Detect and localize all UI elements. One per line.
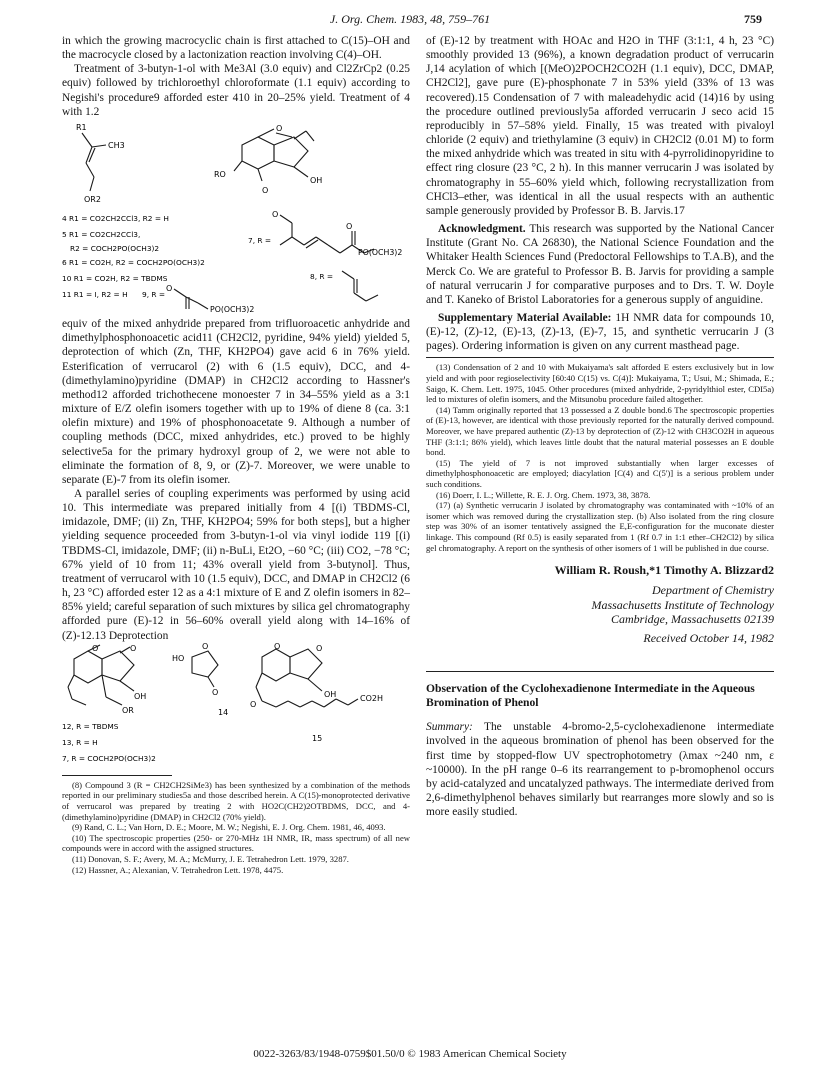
ho14-label: HO bbox=[172, 653, 185, 663]
o15c-label: O bbox=[250, 699, 257, 709]
summary-text: The unstable 4-bromo-2,5-cyclohexadienone intermediate involved in the aqueous bromination of phenol has been observed for the first time by stopped-flow UV spectrophotometry (λmax ~240 nm, ε ~10000). In the pH range 0–6 its rearrangement to p-bromophenol occurs by acid-catalyzed and uncatalyzed pathways. The intermediate derived from 2,6-dimethylphenol behaves similarly but rearranges more slowly and so is more easily studied. bbox=[426, 721, 774, 819]
footnote-14: (14) Tamm originally reported that 13 possessed a Z double bond.6 The spectroscopic properties of (E)-13, however, are identical with those previously reported for the naturally derived compound. Moreover, we have prepared authentic (Z)-13 by deprotection of (Z)-12 with CH3CO2H in aqueous THF (3:1:1; 86% yield), which leaves little doubt that the natural material possesses an E double bond. bbox=[426, 404, 774, 458]
entry-11: 11 R1 = I, R2 = H bbox=[62, 289, 128, 299]
r9-label: 9, R = bbox=[142, 289, 166, 299]
o9-label: O bbox=[166, 283, 173, 293]
o-ring-label: O bbox=[262, 185, 269, 195]
supplementary-material bbox=[426, 311, 774, 353]
footnote-13: (13) Condensation of 2 and 10 with Mukaiyama's salt afforded E esters exclusively but in low yield and with poor regioselectivity [60:40 C(15) vs. C(4)]: Mukaiyama, T.; Usui, M.; Shimada, E.; Saigo, K. Chem. Lett. 1975, 1045. Other procedures (mixed anhydride, 2-pyridylthiol ester, CDI5a) led to mixtures of olefin isomers, and the Mitsunobu procedure failed altogether. bbox=[426, 362, 774, 405]
entry-5b: R2 = COCH2PO(OCH3)2 bbox=[70, 243, 160, 253]
left-column bbox=[62, 34, 410, 875]
footnote-divider bbox=[426, 357, 774, 358]
r1-label: R1 bbox=[76, 122, 87, 132]
o14b-label: O bbox=[212, 687, 219, 697]
entry-10: 10 R1 = CO2H, R2 = TBDMS bbox=[62, 273, 168, 283]
paragraph: in which the growing macrocyclic chain is first attached to C(15)–OH and the macrocycle closed by a lactonization reaction involving C(4)–OH. bbox=[62, 35, 410, 62]
department: Department of Chemistry bbox=[652, 583, 774, 598]
summary-label: Summary: bbox=[426, 721, 473, 734]
oh-a-label: OH bbox=[134, 691, 147, 701]
paragraph: of (E)-12 by treatment with HOAc and H2O in THF (3:1:1, 4 h, 23 °C) smoothly provided 13 (96%), a known degradation product of verrucarin J,14 acylation of which [(MeO)2POCH2CO2H (1.1 equiv), DCC, DMAP, CH2Cl2], gave pure (E)-phosphonate 7 in 53% yield (33% of 13 was recovered).15 Condensation of 7 with maleadehydic acid (14)16 by using the procedure outlined previously5a afforded verrucarin J seco acid 15 reproducibly in 57–58% yield. Finally, 15 was treated with pivaloyl chloride (2 equiv) and triethylamine (3 equiv) in CH2Cl2 (0.01 M) to form the mixed anhydride which was treated in situ with 4-pyrrolidinopyridine to effect ring closure (23 °C, 2 h). In this manner verrucarin J was isolated by chromatography in 55–60% yield which, following recrystallization from CHCl3–ether, was identical in all the usual respects with an authentic sample generously provided by Professor B. B. Jarvis.17 bbox=[426, 35, 774, 217]
footnote-9: (9) Rand, C. L.; Van Horn, D. E.; Moore, M. W.; Negishi, E. J. Org. Chem. 1981, 46, 4093. bbox=[72, 822, 386, 833]
entry-7: 7, R = COCH2PO(OCH3)2 bbox=[62, 753, 156, 763]
footnote-16: (16) Doerr, I. L.; Willette, R. E. J. Org. Chem. 1973, 38, 3878. bbox=[436, 489, 651, 500]
ro-label: RO bbox=[214, 169, 226, 179]
ch3-label: CH3 bbox=[108, 140, 125, 150]
city: Cambridge, Massachusetts 02139 bbox=[611, 612, 774, 627]
or-a-label: OR bbox=[122, 705, 134, 715]
right-column bbox=[426, 34, 774, 819]
article-divider bbox=[426, 671, 774, 672]
footnote-15: (15) The yield of 7 is not improved substantially when larger excesses of dimethylphosphonoacetic are employed; diacylation [C(4) and C(5')] is a serious problem under such conditions. bbox=[426, 457, 774, 489]
received-date: Received October 14, 1982 bbox=[643, 630, 774, 645]
r8-label: 8, R = bbox=[310, 271, 334, 281]
paragraph: A parallel series of coupling experiments was performed by using acid 10. This intermediate was prepared initially from 4 [(i) TBDMS-Cl, imidazole, DMF; (ii) Zn, THF, KH2PO4; 59% for both steps], but a higher yielding sequence proceeded from 3-butyn-1-ol via vinyl iodide 119 [(i) TBDMS-Cl, imidazole, DMF; (ii) n-BuLi, Et2O, −60 °C; (iii) CO2, −78 °C; 67% yield of 10 from 11; 43% overall yield from 3-butynol]. Thus, treatment of verrucarol with 10 (1.5 equiv), DCC, and DMAP in CH2Cl2 (6 h, 23 °C) afforded ester 12 as a 4:1 mixture of E and Z olefin isomers in 82–85% yield; careful separation of such mixtures by silica gel chromatography afforded pure (E)-12 in 56–60% overall yield along with 14–16% of (Z)-12.13 Deprotection bbox=[62, 487, 410, 642]
oh15-label: OH bbox=[324, 689, 337, 699]
supp-text: 1H NMR data for compounds 10, (E)-12, (Z)-12, (E)-13, (Z)-13, (E)-7, 15, and synthetic verrucarin J (3 pages). Ordering information is given on any current masthead page. bbox=[426, 311, 774, 353]
footnote-11: (11) Donovan, S. F.; Avery, M. A.; McMurry, J. E. Tetrahedron Lett. 1979, 3287. bbox=[72, 854, 349, 864]
footnotes-left bbox=[62, 780, 410, 875]
r7-label: 7, R = bbox=[248, 235, 272, 245]
page-footer: 0022-3263/83/1948-0759$01.50/0 © 1983 American Chemical Society bbox=[253, 1048, 567, 1060]
footnote-10: (10) The spectroscopic properties (250- or 270-MHz 1H NMR, IR, mass spectrum) of all new compounds were in accord with the assigned structures. bbox=[62, 832, 410, 854]
label-14: 14 bbox=[218, 707, 229, 717]
po9-label: PO(OCH3)2 bbox=[210, 304, 255, 313]
o-a-label: O bbox=[92, 643, 99, 653]
footnote-divider bbox=[62, 775, 172, 776]
paragraph: Treatment of 3-butyn-1-ol with Me3Al (3.0 equiv) and Cl2ZrCp2 (0.25 equiv) followed by trichloroethyl chloroformate (1.1 equiv) according to Negishi's procedure9 afforded ester 410 in 20–25% yield. Treatment of 4 with 1.2 bbox=[62, 63, 410, 118]
o7b-label: O bbox=[346, 221, 353, 231]
page-number: 759 bbox=[744, 12, 762, 26]
o15a-label: O bbox=[274, 642, 281, 651]
co2h-label: CO2H bbox=[360, 693, 383, 703]
journal-citation: J. Org. Chem. 1983, 48, 759–761 bbox=[329, 12, 491, 26]
author-list: William R. Roush,*1 Timothy A. Blizzard2 bbox=[554, 563, 774, 578]
label-15: 15 bbox=[312, 733, 323, 743]
entry-5a: 5 R1 = CO2CH2CCl3, bbox=[62, 229, 141, 239]
o15b-label: O bbox=[316, 643, 323, 653]
o-ring-label-2: O bbox=[276, 123, 283, 133]
o7-label: O bbox=[272, 209, 279, 219]
o-b-label: O bbox=[130, 643, 137, 653]
po7-label: PO(OCH3)2 bbox=[358, 247, 403, 257]
ack-label: Acknowledgment. bbox=[438, 223, 526, 236]
entry-12: 12, R = TBDMS bbox=[62, 721, 119, 731]
institution: Massachusetts Institute of Technology bbox=[591, 597, 774, 612]
scheme-compounds-12-15 bbox=[62, 643, 410, 767]
summary bbox=[426, 720, 774, 819]
footnote-17: (17) (a) Synthetic verrucarin J isolated by chromatography was contaminated with ~10% of an isomer which was removed during the crystallization step. (b) Also isolated from the ring closure step was 30% of an isomer tentatively assigned the E,E-configuration for the muconate diester linkage. This compound (Rf 0.5) is easily separated from 1 (Rf 0.7 in 1:1 ether–CH2Cl2) by silica gel chromatography. A report on the synthesis of other isomers of 1 will be published in due course. bbox=[426, 500, 774, 553]
paragraph: equiv of the mixed anhydride prepared from trifluoroacetic anhydride and dimethylphosphonoacetic acid11 (CH2Cl2, pyridine, 94% yield) yielded 5, deprotection of which (Zn, THF, KH2PO4) gave acid 6 in 76% yield. Esterification of verrucarol (2) with 6 (1.5 equiv), DCC, and 4-(dimethylamino)pyridine (DMAP) in CH2Cl2 according to Hassner's method12 afforded trichothecene monoester 7 in 34–55% yield as a 3:1 mixture of E/Z olefin isomers together with up to 19% of diene 8 (ca. 3:1 olefin mixture) and 19% of phosphonoacetate 9. Although a number of coupling methods (DCC, mixed anhydrides, etc.) proved to be highly selective5a for the primary hydroxyl group of 2, we were not able to eliminate the formation of 8, 9, or (Z)-7. Moreover, we were unable to separate (E)-7 from its olefin isomer. bbox=[62, 318, 410, 486]
affiliation bbox=[426, 583, 774, 627]
next-article-title: Observation of the Cyclohexadienone Intermediate in the Aqueous Bromination of Phenol bbox=[426, 682, 755, 710]
entry-13: 13, R = H bbox=[62, 737, 98, 747]
footnote-12: (12) Hassner, A.; Alexanian, V. Tetrahedron Lett. 1978, 4475. bbox=[72, 864, 284, 875]
page-header bbox=[0, 12, 820, 32]
entry-6: 6 R1 = CO2H, R2 = COCH2PO(OCH3)2 bbox=[62, 257, 205, 267]
footnotes-right bbox=[426, 362, 774, 553]
scheme-compounds-4-11 bbox=[62, 119, 410, 313]
acknowledgment bbox=[426, 222, 774, 307]
oh-label: OH bbox=[310, 175, 323, 185]
entry-4: 4 R1 = CO2CH2CCl3, R2 = H bbox=[62, 213, 169, 223]
ack-text: This research was supported by the National Cancer Institute (Grant No. CA 26830), the National Science Foundation and the Whitaker Health Sciences Fund (Predoctoral Fellowships to T.A.B), and the Merck Co. We are grateful to Professor B. B. Jarvis for providing a sample of natural verrucarin J for comparative purposes and to Drs. T. W. Doyle and T. Kaneko of Bristol Laboratories for a generous supply of anguidine. bbox=[426, 223, 774, 306]
supp-label: Supplementary Material Available: bbox=[438, 311, 612, 324]
or2-label: OR2 bbox=[84, 194, 101, 204]
o14a-label: O bbox=[202, 642, 209, 651]
footnote-8: (8) Compound 3 (R = CH2CH2SiMe3) has been synthesized by a combination of the methods reported in our preliminary studies5a and those described herein. A C(15)-monoprotected derivative of verrucarol was prepared by treating 2 with HO2C(CH2)2OTBDMS, DCC, and 4-(dimethylamino)pyridine (DMAP) in CH2Cl2 (70% yield). bbox=[62, 779, 410, 822]
